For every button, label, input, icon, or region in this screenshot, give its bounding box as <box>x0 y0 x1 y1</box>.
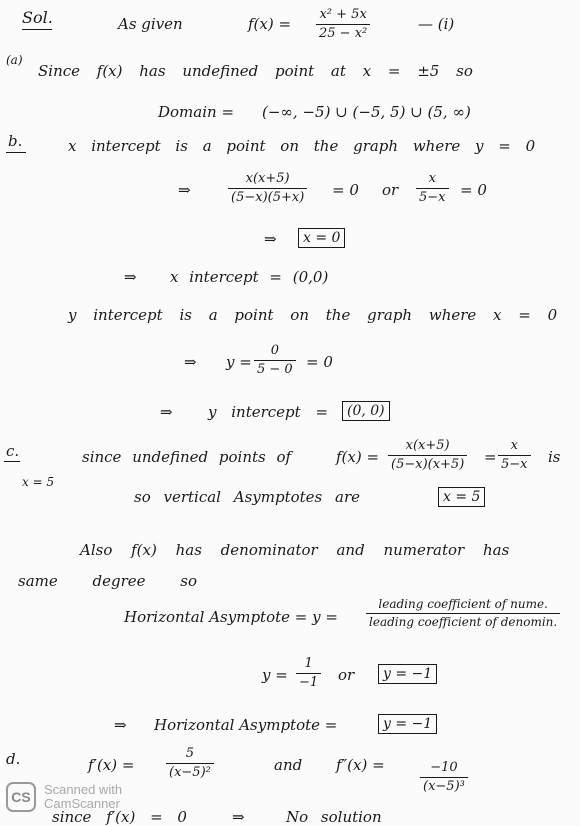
ratio-fraction <box>296 657 321 691</box>
fraction-denominator: leading coefficient of denomin. <box>369 615 558 630</box>
fraction-denominator: 5−x <box>501 457 528 473</box>
fraction-bar <box>416 188 449 189</box>
x-equals-zero-box: x = 0 <box>298 228 345 248</box>
fx-label: f(x) = <box>336 448 380 466</box>
same-degree-text: same degree so <box>18 572 198 590</box>
and-text: and <box>274 756 303 774</box>
part-c-label: c. <box>6 442 20 460</box>
vertical-asymptote-text: so vertical Asymptotes are <box>134 488 361 506</box>
fraction-denominator: (5−x)(x+5) <box>391 457 465 473</box>
y-intercept-fraction <box>254 344 296 378</box>
camscanner-watermark <box>6 782 122 812</box>
horizontal-asymptote-box: y = −1 <box>378 714 437 734</box>
fraction-bar <box>366 613 560 614</box>
fraction-denominator: (x−5)² <box>169 765 211 781</box>
fraction-numerator: x(x+5) <box>405 438 450 453</box>
implies-arrow: ⇒ <box>232 808 245 826</box>
fraction-bar <box>166 763 214 764</box>
solution-underline <box>22 29 52 30</box>
since-f-prime-zero: since f′(x) = 0 <box>52 808 187 826</box>
fraction-bar <box>296 673 321 674</box>
fx-numerator: x² + 5x <box>319 7 367 22</box>
fx-denominator: 25 − x² <box>319 26 368 42</box>
x-intercept-definition: x intercept is a point on the graph where y = 0 <box>68 137 536 155</box>
solution-label: Sol. <box>22 8 53 27</box>
f-double-prime-fraction <box>420 761 468 795</box>
part-b-underline <box>6 152 26 153</box>
f-prime-fraction <box>166 747 214 781</box>
horizontal-asymptote-label: Horizontal Asymptote = y = <box>124 608 338 626</box>
equals-zero: = 0 <box>306 353 333 371</box>
is-text: is <box>548 448 561 466</box>
part-a-since-text: Since f(x) has undefined point at x = ±5 so <box>38 62 473 80</box>
simplified-fraction <box>416 172 449 206</box>
equals-zero: = 0 <box>332 181 359 199</box>
domain-label: Domain = <box>158 103 235 121</box>
simplified-fraction <box>498 439 531 473</box>
part-d-label: d. <box>6 750 21 768</box>
y-intercept-box: (0, 0) <box>342 401 390 421</box>
fraction-denominator: −1 <box>299 675 319 691</box>
y-equals-minus-one-box: y = −1 <box>378 664 437 684</box>
fraction-numerator: x <box>510 438 518 453</box>
implies-arrow: ⇒ <box>184 353 197 371</box>
fraction-bar <box>498 455 531 456</box>
y-intercept-definition: y intercept is a point on the graph where x = 0 <box>68 306 558 324</box>
leading-coefficient-fraction <box>366 598 560 629</box>
implies-arrow: ⇒ <box>160 403 173 421</box>
watermark-line-2: CamScanner <box>44 796 120 811</box>
part-b-label: b. <box>8 132 23 150</box>
equals-zero: = 0 <box>460 181 487 199</box>
implies-arrow: ⇒ <box>114 716 127 734</box>
fraction-bar <box>420 777 468 778</box>
fraction-numerator: x <box>428 171 436 186</box>
y-equals: y = <box>262 666 288 684</box>
fraction-numerator: 5 <box>185 746 195 761</box>
part-c-underline <box>4 461 20 462</box>
fx-label: f(x) = <box>248 15 292 33</box>
f-prime-label: f′(x) = <box>88 756 135 774</box>
implies-arrow: ⇒ <box>124 268 137 286</box>
fraction-bar <box>228 188 307 189</box>
also-degree-text: Also f(x) has denominator and numerator has <box>80 541 510 559</box>
y-intercept-label: y intercept = <box>208 403 329 421</box>
x-intercept-result: x intercept = (0,0) <box>170 268 329 286</box>
fraction-bar <box>316 24 370 25</box>
implies-arrow: ⇒ <box>264 230 277 248</box>
undefined-points-text: since undefined points of <box>82 448 292 466</box>
fx-fraction <box>316 8 370 42</box>
or-text: or <box>338 666 355 684</box>
camscanner-logo: CS <box>6 782 36 812</box>
fraction-denominator: 5−x <box>419 190 446 206</box>
x-intercept-fraction <box>228 172 307 206</box>
f-double-prime-label: f″(x) = <box>336 756 385 774</box>
vertical-asymptote-box: x = 5 <box>438 487 485 507</box>
fraction-numerator: −10 <box>430 760 458 775</box>
fraction-bar <box>254 360 296 361</box>
fraction-numerator: 1 <box>304 656 313 671</box>
no-solution-text: No solution <box>286 808 382 826</box>
fraction-denominator: (x−5)³ <box>423 779 465 795</box>
fraction-bar <box>388 455 467 456</box>
watermark-line-1: Scanned with <box>44 781 123 797</box>
or-text: or <box>382 181 399 199</box>
domain-value: (−∞, −5) ∪ (−5, 5) ∪ (5, ∞) <box>262 103 471 121</box>
implies-arrow: ⇒ <box>178 181 191 199</box>
part-a-label: (a) <box>6 53 23 67</box>
fx-factored-fraction <box>388 439 467 473</box>
fraction-denominator: (5−x)(5+x) <box>231 190 305 206</box>
as-given-text: As given <box>118 15 183 33</box>
y-equals: y = <box>226 353 252 371</box>
fraction-numerator: leading coefficient of nume. <box>378 597 548 611</box>
horizontal-asymptote-result-label: Horizontal Asymptote = <box>154 716 338 734</box>
fraction-denominator: 5 − 0 <box>257 362 293 378</box>
fraction-numerator: x(x+5) <box>245 171 290 186</box>
equals-sign: = <box>484 448 497 466</box>
x-equals-5: x = 5 <box>22 475 55 489</box>
equation-tag: — (i) <box>418 15 455 33</box>
fraction-numerator: 0 <box>270 343 279 358</box>
